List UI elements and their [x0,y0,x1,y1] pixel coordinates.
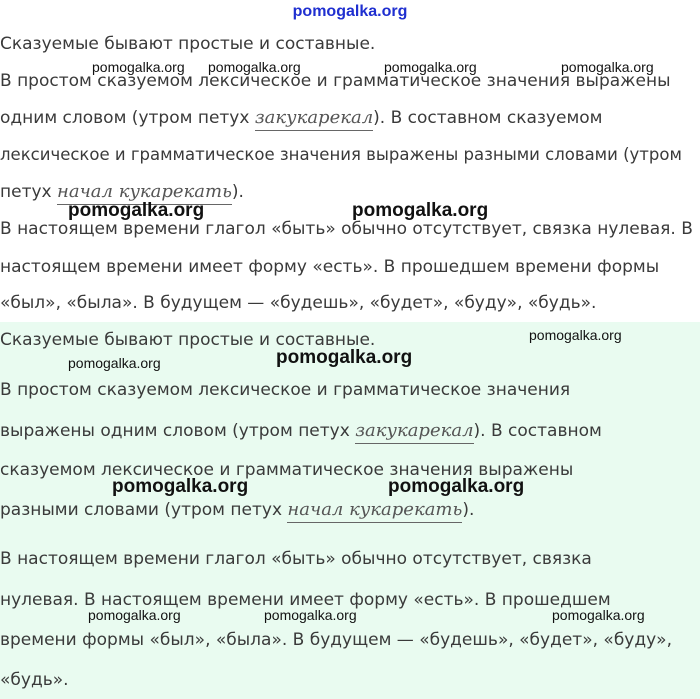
top-line-4: лексическое и грамматическое значения выражены разными словами (утром [0,145,682,164]
top-line-5-start: петух [0,182,58,202]
top-line-3 [0,107,603,128]
watermark: pomogalka.org [68,355,161,371]
watermark: pomogalka.org [561,59,654,75]
watermark: pomogalka.org [112,476,249,497]
handwritten-phrase: начал кукарекать [287,499,463,520]
top-line-5-end: ). [231,182,244,202]
watermark: pomogalka.org [384,59,477,75]
top-line-3-end: ). В составном сказуемом [373,108,603,128]
bottom-line-2: В простом сказуемом лексическое и грамматическое значения [0,380,571,400]
bottom-line-1: Сказуемые бывают простые и составные. [0,330,376,350]
bottom-line-5-end: ). [462,500,475,520]
bottom-line-3-start: выражены одним словом (утром петух [0,421,356,441]
watermark: pomogalka.org [92,59,185,75]
handwritten-word: закукарекал [355,420,474,441]
bottom-line-6: В настоящем времени глагол «быть» обычно отсутствует, связка [0,549,592,569]
top-line-5 [0,181,244,202]
bottom-line-8: времени формы «был», «была». В будущем — «будешь», «будет», «буду», [0,630,672,650]
bottom-line-9: «будь». [0,670,69,690]
top-line-8: «был», «была». В будущем — «будешь», «будет», «буду», «будь». [0,293,597,313]
watermark: pomogalka.org [68,200,205,221]
watermark: pomogalka.org [264,607,357,623]
watermark: pomogalka.org [388,476,525,497]
top-line-3-start: одним словом (утром петух [0,108,255,128]
bottom-line-3 [0,420,602,441]
top-line-6: В настоящем времени глагол «быть» обычно отсутствует, связка нулевая. В [0,219,693,239]
watermark: pomogalka.org [352,200,489,221]
top-line-1: Сказуемые бывают простые и составные. [0,34,376,54]
bottom-line-5 [0,499,474,520]
bottom-line-7: нулевая. В настоящем времени имеет форму «есть». В прошедшем [0,590,611,610]
bottom-line-5-start: разными словами (утром петух [0,500,288,520]
bottom-line-4: сказуемом лексическое и грамматическое значения выражены [0,460,574,480]
watermark: pomogalka.org [208,59,301,75]
handwritten-phrase: начал кукарекать [57,181,232,202]
site-header-link[interactable]: pomogalka.org [292,3,408,20]
watermark: pomogalka.org [552,607,645,623]
top-line-2: В простом сказуемом лексическое и грамматическое значения выражены [0,71,671,91]
bottom-line-3-end: ). В составном [473,421,602,441]
watermark: pomogalka.org [276,347,413,368]
watermark: pomogalka.org [529,327,622,343]
handwritten-word: закукарекал [254,107,374,128]
top-line-7: настоящем времени имеет форму «есть». В прошедшем времени формы [0,257,660,277]
watermark: pomogalka.org [88,607,181,623]
